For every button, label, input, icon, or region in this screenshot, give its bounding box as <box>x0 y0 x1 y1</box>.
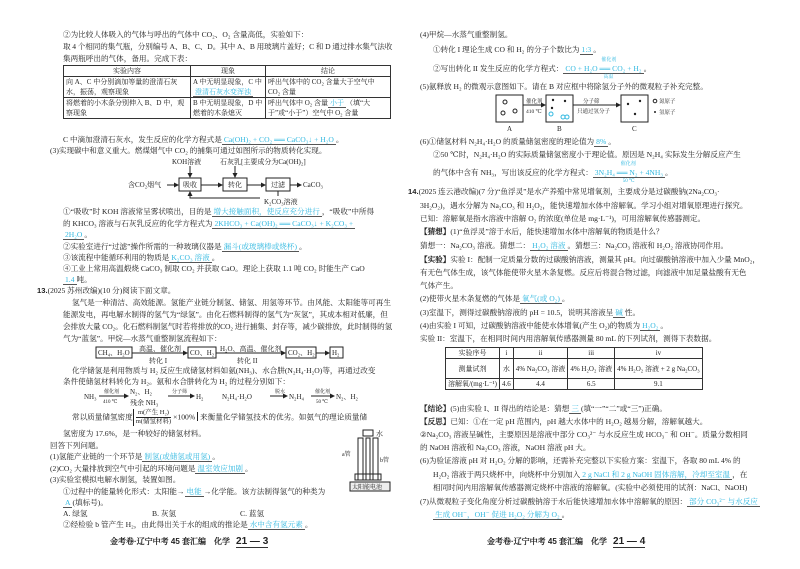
page-footer-right <box>487 536 645 547</box>
answer-blank: 2H₂O <box>65 230 83 239</box>
q12-3-2 <box>63 242 307 252</box>
box-a <box>496 95 523 122</box>
answer-blank: 澄清石灰水变浑浊 <box>195 88 251 96</box>
answer-blank: 三 <box>571 404 579 413</box>
flow-node: CH₄、H₂O <box>98 349 130 357</box>
condition: 只通过氢分子 <box>577 109 611 115</box>
header-phenomenon: 现象 <box>191 66 266 77</box>
q13-3-2 <box>63 520 312 530</box>
option-b: B. 灰氢 <box>152 509 177 518</box>
text: ×100% <box>173 412 196 422</box>
condition: 410 ℃ <box>526 109 542 115</box>
formula: N₂H₄ <box>289 393 304 401</box>
condition: 高温、催化剂 <box>139 345 181 353</box>
condition: 50 ℃ <box>622 179 635 184</box>
hypotheses-list <box>420 241 728 251</box>
answer-blank: 生成 OH⁻，OH⁻ 促进 H₂O₂ 分解为 O₂ <box>435 510 560 519</box>
condition: 催化剂 <box>620 162 636 167</box>
experiment-1-line2: 有无色气体生成，该气体能使带火星木条复燃。反应后将混合物过滤，向滤液中加足量盐酸有无色 <box>420 268 747 277</box>
condition: 分子筛 <box>172 390 188 395</box>
q14-heading <box>408 187 720 197</box>
text: 。 <box>245 464 253 473</box>
conclusion <box>420 404 667 414</box>
q13-4-2 <box>433 58 652 80</box>
table-cell: 呼出气体中 O₂ 含量 <box>268 99 328 107</box>
known-info: 已知：溶解氧是指水溶液中溶解 O₂ 的浓度(单位是 mg·L⁻¹)，可用溶解氧传感器测定。 <box>420 214 706 223</box>
text: 实验 I：配制一定质量分数的过碳酸钠溶液，测量其 pH。向过碳酸钠溶液中加入少量 MnO₂， <box>450 255 760 264</box>
condition: 催化剂 <box>104 390 120 395</box>
fraction-numerator: m(产生 H₂) <box>136 409 171 418</box>
condition: 催化剂 <box>601 58 617 63</box>
table-cell: iv <box>615 348 703 359</box>
lime-label: 石灰乳[主要成分为Ca(OH)₂] <box>220 158 306 166</box>
text: 。 <box>335 135 344 144</box>
solar-panel-label: 太阳能电池 <box>352 485 383 491</box>
answer-blank: A <box>65 498 71 507</box>
text: 。 <box>561 510 570 519</box>
text: (4)由实验 I 可知，过碳酸钠溶液中能使水体增氧(产生 O₂)的物质为 <box>420 321 641 330</box>
passage-line: 气为“蓝氢”。甲烷—水蒸气重整制氢流程如下： <box>63 334 222 343</box>
table-cell: （填“大于”或“小于”）空气中 O₂ 含量 <box>268 99 371 117</box>
answer-blank: 碱 <box>615 308 623 317</box>
page-number: 21 — 3 <box>236 536 269 547</box>
text: 的 KHCO₃ 溶液与石灰乳反应的化学方程式为 <box>63 219 213 228</box>
answer-blank: 增大接触面积，使反应充分进行 <box>213 207 320 216</box>
q13-6-1 <box>420 137 616 147</box>
answer-blank: 2 g NaCl 和 2 g NaOH 固体溶解，冷却至室温 <box>582 470 731 479</box>
equation: CO + H₂O ══ CO₂ + H₂ <box>565 64 642 73</box>
table-cell: 4% Na₂CO₃ 溶液 <box>513 359 568 379</box>
answer-blank: 电能 <box>186 487 202 496</box>
passage-line: 条件使储氢材料转化为 H₂。氨和水合肼转化为 H₂ 的过程分别如下： <box>63 377 290 386</box>
nitrogen-atom-legend-icon <box>653 99 657 103</box>
formula: NH₃ <box>84 393 97 401</box>
table-cell: i <box>499 348 513 359</box>
table-cell: A 中无明显现象，C 中 <box>193 78 262 86</box>
answer-blank: Ca(OH)₂ + CO₂ ══ CaCO₃↓ + H₂O <box>223 135 334 144</box>
row-label: 实验序号 <box>446 348 500 359</box>
tag: 【实验】 <box>420 255 451 264</box>
q12-3-3 <box>63 253 219 263</box>
option-a: A. 绿氢 <box>63 509 88 518</box>
q12-3-1c <box>63 230 92 240</box>
tag: 【猜想】 <box>420 227 451 236</box>
text: C 中滴加澄清石灰水，发生反应的化学方程式是 <box>63 135 222 144</box>
answer-blank: H₂O₂ 溶液 <box>532 241 566 250</box>
text: 猜想一：Na₂CO₃ 溶液。猜想二： <box>420 241 531 250</box>
formula: H₂ <box>196 393 204 401</box>
hydrogen-release-equations <box>82 387 372 408</box>
label-b: B <box>557 125 562 133</box>
text: ，“吸收”中所得 <box>321 207 375 216</box>
answer-blank <box>593 162 665 184</box>
text: 来衡量化学储氢技术的优劣。如氨气的理论质量储 <box>200 412 368 422</box>
text: 。 <box>643 64 652 73</box>
answer-blank: 2KHCO₃ + Ca(OH)₂ ══ CaCO₃↓ + K₂CO₃ + <box>214 219 354 228</box>
dissolved-oxygen-table <box>445 347 703 390</box>
reflection-line2: ②Na₂CO₃ 溶液呈碱性，主要原因是溶液中部分 CO₃²⁻ 与水反应生成 HCO₃⁻ 和 OH⁻。质量分数相同 <box>420 430 748 439</box>
page-number: 21 — 4 <box>613 536 646 547</box>
condition: 分子筛 <box>583 99 600 105</box>
q14-7 <box>420 497 760 507</box>
answer-blank: K₂CO₃ 溶液 <box>171 253 210 262</box>
text: 吨。 <box>76 275 92 284</box>
table-cell: 4.4 <box>513 379 568 390</box>
text: ③该流程中能循环利用的物质是 <box>63 253 170 262</box>
condition: 催化剂 <box>526 99 543 105</box>
reflection <box>420 417 707 427</box>
q12-part2-line2: 取 4 个相同的集气瓶，分别编号 A、B、C、D。其中 A、B 用玻璃片盖好；C 和 D 通过排水集气法收 <box>63 42 393 51</box>
passage-line: 化学储氢是利用物质与 H₂ 反应生成储氢材料如氨(NH₃)、水合肼(N₂H₄·H₂O)等，再通过改变 <box>72 366 376 375</box>
text: 。 <box>304 520 313 529</box>
flow-node: CO₂、H₂ <box>288 349 315 357</box>
footer-text: 金考卷·辽宁中考 45 套汇编 化学 <box>487 537 608 546</box>
experiment-1-line3: 气体产生。 <box>420 281 458 290</box>
condition: 50 ℃ <box>316 400 328 405</box>
instruction: 回答下列问题。 <box>50 441 104 450</box>
text: ②经检验 b 管产生 H₂，由此得出关于水的组成的推论是 <box>63 520 248 529</box>
row-label: 测量试剂 <box>446 359 500 379</box>
text: ，在 <box>732 470 748 479</box>
text: ②实验室进行“过滤”操作所需的一种玻璃仪器是 <box>63 242 222 251</box>
methane-reforming-flow <box>95 344 357 365</box>
option-c: C. 蓝氢 <box>240 509 265 518</box>
text: 。 <box>211 253 220 262</box>
answer-blank: H₂O₂ <box>642 321 659 330</box>
b-tube-label: b管 <box>380 458 390 464</box>
electrolysis-apparatus <box>340 428 400 496</box>
experiment-2-title: 实验 II：室温下，在相同时间内用溶解氧传感器测量 80 mL 的下列试剂，测得下表数据。 <box>420 334 717 343</box>
q14-4 <box>420 321 668 331</box>
q12-3-4: ④工业上常用高温煅烧 CaCO₃ 制取 CO₂ 并获取 CaO。理论上获取 1.1 吨 CO₂ 时能生产 CaO <box>63 264 365 273</box>
text: (5)由实验 I、II 得出的结论是：猜想 <box>450 404 570 413</box>
text: 。 <box>299 242 307 251</box>
caco3-label: CaCO₃ <box>303 181 323 189</box>
page-footer-left <box>110 536 268 547</box>
table-cell: 4% H₂O₂ 溶液 + 2 g Na₂CO₃ <box>615 359 703 379</box>
q14-6: (6)为验证溶液 pH 对 H₂O₂ 分解的影响，还需补充完整以下实验方案：室温下，各取 80 mL 4% 的 <box>420 456 741 465</box>
text: 。 <box>84 230 93 239</box>
flue-gas-label: 含CO₂烟气 <box>128 181 162 189</box>
q12-part2-intro: ②为比较人体吸入的气体与呼出的气体中 CO₂、O₂ 含量高低，实验如下： <box>63 30 309 39</box>
q13-3: (3)实验室模拟电解水制氢，装置如图。 <box>50 475 181 484</box>
table-cell: 向 A、C 中分别滴加等量的澄清石灰水，振荡，观察现象 <box>64 77 191 98</box>
tag: 【结论】 <box>420 404 451 413</box>
convert-label: 转化 <box>228 181 242 189</box>
text: 。 <box>593 45 601 54</box>
formula: N₂、H₂ <box>130 388 152 396</box>
q13-1 <box>50 452 220 462</box>
text: 性。 <box>624 308 641 317</box>
passage-line: 能源发电，再电解水制得的氢气为“绿氢”。由化石燃料制得的氢气为“灰氢”，其成本相对低廉，但 <box>63 310 388 319</box>
c-equation-line <box>63 135 344 145</box>
passage-line: 氢密度为 17.6%，是一种较好的储氢材料。 <box>63 429 207 438</box>
q13-6-2b <box>433 162 673 184</box>
text: ②写出转化 II 发生反应的化学方程式： <box>433 64 564 73</box>
table-cell: B 中无明显现象，D 中燃着的木条熄灭 <box>191 98 266 119</box>
filter-label: 过滤 <box>271 181 285 189</box>
q13-4: (4)甲烷—水蒸气重整制氢。 <box>420 30 513 39</box>
text: H₂O₂ 溶液于两只烧杯中，向烧杯中分别加入 <box>433 470 581 479</box>
text: (填“一”“二”或“三”)正确。 <box>580 404 667 413</box>
legend-nitrogen: 氮原子 <box>659 99 676 105</box>
tag: 【反思】 <box>420 417 451 426</box>
question-number: 14. <box>408 187 419 196</box>
formula: 残余 NH₃ <box>130 399 159 407</box>
legend-hydrogen: 氢原子 <box>659 110 676 116</box>
q14-3 <box>420 308 640 318</box>
a-tube-label: a管 <box>342 452 351 458</box>
q13-3-1b <box>63 498 108 508</box>
header-conclusion: 结论 <box>266 66 391 77</box>
condition: 脱水 <box>275 390 286 395</box>
q13-3-1 <box>63 487 325 497</box>
condition: H₂O、高温、催化剂 <box>220 345 282 353</box>
row-label: 溶解氧/(mg·L⁻¹) <box>446 379 500 390</box>
text: 已知：①在一定 pH 范围内，pH 越大水体中的 H₂O₂ 越易分解，溶解氧越大。 <box>450 417 708 426</box>
condition: 410 ℃ <box>103 400 118 405</box>
text: 。 <box>212 452 220 461</box>
equation: 3N₂H₄ ══ N₂ + 4NH₃ <box>594 168 664 177</box>
q14-6c: 相同时间内用溶解氧传感器测定烧杯中溶液的溶解氧。(实验中必须使用的试剂：NaCl、NaOH) <box>433 483 748 492</box>
answer-blank: 氧气(或 O₂) <box>521 294 560 303</box>
text: 。 <box>660 321 668 330</box>
text: 常以质量储氢密度 <box>72 412 133 422</box>
formula: N₂H₄·H₂O <box>222 393 252 401</box>
step-label: 转化 I <box>149 357 168 365</box>
answer-blank: 水中含有氢元素 <box>249 520 303 529</box>
text: ①转化 I 理论生成 CO 和 H₂ 的分子个数比为 <box>433 45 580 54</box>
text: →化学能。该方法制得氢气的种类为 <box>203 487 326 496</box>
answer-blank: 部分 CO₃²⁻ 与水反应 <box>689 497 758 506</box>
answer-blank: 漏斗(或玻璃棒或烧杯) <box>223 242 298 251</box>
table-cell: 4% H₂O₂ 溶液 <box>568 359 615 379</box>
q13-6-2: ②50 ℃时，N₂H₄·H₂O 的实际质量储氢密度小于理论值。原因是 N₂H₄ 实际发生分解反应产生 <box>433 150 741 159</box>
answer-blank: 制氢(或储氢或用氢) <box>144 452 211 461</box>
co2-capture-flow-diagram <box>120 156 380 206</box>
q12-3-4b <box>63 275 92 285</box>
flow-node: H₂ <box>332 349 340 357</box>
text: 。 <box>608 137 616 146</box>
answer-blank <box>563 58 643 80</box>
text: (7)从微观粒子变化角度分析过碳酸钠溶于水后能快速增加水体中溶解氧的原因： <box>420 497 688 506</box>
passage-line: 氢气是一种清洁、高效能源。氢能产业链分制氢、储氢、用氢等环节。由风能、太阳能等可再生 <box>72 298 391 307</box>
q14-2 <box>420 294 569 304</box>
text: (填标号)。 <box>72 498 108 507</box>
answer-blank: 1.4 <box>65 275 75 284</box>
q12-part2-line3: 集两瓶呼出的气体，备用。完成下表： <box>63 54 193 63</box>
q13-2 <box>50 464 253 474</box>
q13-heading <box>37 286 175 296</box>
ammonia-micro-diagram <box>495 94 705 134</box>
text: (2)CO₂ 大量排放到空气中引起的环境问题是 <box>50 464 196 473</box>
table-cell: 水 <box>499 359 513 379</box>
q13-4-1 <box>433 45 601 55</box>
text: (1)“鱼浮灵”溶于水后，能快速增加水体中溶解氧的物质是什么？ <box>450 227 664 236</box>
table-cell: ii <box>513 348 568 359</box>
q14-line2: 3H₂O₂)，遇水分解为 Na₂CO₃ 和 H₂O₂，能快速增加水体中溶解氧。学习小组对增氧原理进行探究。 <box>420 201 748 210</box>
table-cell: 4.6 <box>499 379 513 390</box>
answer-blank: 温室效应加剧 <box>197 464 244 473</box>
q12-3-1 <box>63 207 374 217</box>
formula: N₂、H₂ <box>336 393 358 401</box>
text: 。 <box>665 168 673 177</box>
text: ①“吸收”时 KOH 溶液常呈雾状喷出，目的是 <box>63 207 212 216</box>
absorb-label: 吸收 <box>183 181 197 189</box>
density-definition <box>72 409 367 426</box>
label-c: C <box>632 125 637 133</box>
q12-part3: (3)实现碳中和意义重大。燃煤烟气中 CO₂ 的捕集可通过如图所示的物质转化实现。 <box>50 146 327 155</box>
text: 。 <box>561 294 570 303</box>
text: (2)使带火星木条复燃的气体是 <box>420 294 520 303</box>
text: (1)氢能产业链的一个环节是 <box>50 452 143 461</box>
fraction-denominator: m(储氢材料) <box>135 418 172 425</box>
experiment-1 <box>420 255 760 265</box>
condition: 高温 <box>603 75 614 80</box>
text: (2025 苏州改编)(10 分)阅读下面文章。 <box>47 286 176 295</box>
answer-blank: 8% <box>596 137 607 146</box>
text: (3)室温下，测得过碳酸钠溶液的 pH = 10.5，说明其溶液呈 <box>420 308 614 317</box>
footer-text: 金考卷·辽宁中考 45 套汇编 化学 <box>110 537 231 546</box>
question-number: 13. <box>37 286 48 295</box>
reflection-line3: 的 NaOH 溶液和 Na₂CO₃ 溶液，NaOH 溶液 pH 大。 <box>420 443 591 452</box>
experiment-table <box>63 65 391 119</box>
table-cell: 6.5 <box>568 379 615 390</box>
water-label: 水 <box>376 430 383 438</box>
flow-node: CO、H₂ <box>190 349 215 357</box>
table-cell: iii <box>568 348 615 359</box>
label-a: A <box>507 125 513 133</box>
condition: 催化剂 <box>315 390 331 395</box>
box-c <box>621 95 648 122</box>
answer-blank: 小于 <box>330 99 344 107</box>
hydrogen-atom-legend-icon <box>654 111 656 113</box>
text: (2025 连云港改编)(7 分)“鱼浮灵”是水产养殖中常见增氧剂，主要成分是过碳酸钠(2Na₂CO₃· <box>418 187 720 196</box>
header-content: 实验内容 <box>64 66 191 77</box>
table-cell: 9.1 <box>615 379 703 390</box>
text: 。猜想三：Na₂CO₃ 溶液和 H₂O₂ 溶液协同作用。 <box>567 241 729 250</box>
text: (6)①储氢材料 N₂H₄·H₂O 的质量储氢密度的理论值为 <box>420 137 595 146</box>
text: 的气体中含有 NH₃，写出该反应的化学方程式： <box>433 168 593 177</box>
table-cell: 呼出气体中的 CO₂ 含量大于空气中 CO₂ 含量 <box>266 77 391 98</box>
koh-label: KOH溶液 <box>172 158 202 166</box>
answer-blank: 1:3 <box>581 45 592 54</box>
q13-5: (5)氨释放 H₂ 的微观示意图如下。请在 B 对应框中将除氢分子外的微观粒子补充完整。 <box>420 82 708 91</box>
hypothesis <box>420 227 663 237</box>
k2co3-label: K₂CO₃溶液 <box>264 198 298 206</box>
q14-6b <box>433 470 747 480</box>
q12-3-1b <box>63 219 355 229</box>
table-cell: 将燃着的小木条分别伸入 B、D 中，观察现象 <box>64 98 191 119</box>
step-label: 转化 II <box>237 357 258 365</box>
q14-7b <box>433 510 569 520</box>
text: ①过程中的能量转化形式：太阳能→ <box>63 487 185 496</box>
passage-line: 会排放大量 CO₂。化石燃料制氢气时若将排放的CO₂ 进行捕集、封存等，减少碳排放，此时制得的氢 <box>63 322 393 331</box>
